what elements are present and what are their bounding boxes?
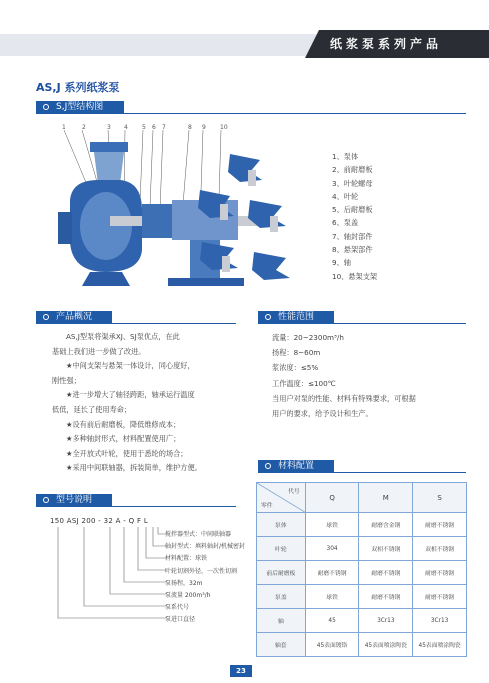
performance-line: 当用户对泵的性能、材料有特殊要求，可根据 xyxy=(272,393,416,403)
circle-bullet-icon xyxy=(265,314,271,320)
section-rule xyxy=(112,506,236,507)
section-header-materials xyxy=(258,460,334,473)
parts-list-item: 3、叶轮螺母 xyxy=(332,178,373,188)
table-cell: 双相不锈钢 xyxy=(413,537,467,561)
header-banner-title: 纸浆泵系列产品 xyxy=(330,37,443,51)
model-label: 泵扬程，32m xyxy=(165,579,203,587)
impeller-images xyxy=(190,150,310,290)
table-cell: 耐磨不锈钢 xyxy=(305,561,359,585)
overview-bullet-cont: 刚性强； xyxy=(52,375,81,385)
parts-list-item: 9、轴 xyxy=(332,258,351,268)
section-header-structure xyxy=(36,101,124,114)
row-header: 叶轮 xyxy=(257,537,306,561)
table-cell: 45表面镀铬 xyxy=(305,633,359,657)
overview-bullet: ★多种轴封形式，材料配置使用广； xyxy=(66,434,181,444)
table-cell: 耐磨不锈钢 xyxy=(359,561,413,585)
model-code: 150 ASJ 200 - 32 A - Q F L xyxy=(50,517,149,525)
table-corner-cell xyxy=(257,483,306,513)
table-cell: 球铁 xyxy=(305,513,359,537)
section-header-performance xyxy=(258,311,334,324)
column-header: S xyxy=(413,483,467,513)
parts-list xyxy=(332,150,377,283)
row-header: 轴套 xyxy=(257,633,306,657)
callout-number: 9 xyxy=(202,124,206,131)
section-title: 型号说明 xyxy=(56,495,93,505)
circle-bullet-icon xyxy=(43,497,49,503)
overview-intro-line: 基础上我们进一步做了改进。 xyxy=(52,346,146,356)
model-label: 材料配置：球铁 xyxy=(165,555,208,563)
performance-line: 工作温度：≤100℃ xyxy=(272,378,336,388)
row-header: 泵体 xyxy=(257,513,306,537)
performance-line: 流量：20~2300m³/h xyxy=(272,333,344,342)
circle-bullet-icon xyxy=(43,104,49,110)
column-header: M xyxy=(359,483,413,513)
model-label: 叶轮切割外径，一次性切割 xyxy=(165,567,238,575)
table-cell: 球铁 xyxy=(305,585,359,609)
overview-bullet: ★全开放式叶轮，使用于悉纶的场合； xyxy=(66,448,188,458)
parts-list-item: 6、泵盖 xyxy=(332,218,359,228)
section-rule xyxy=(112,323,236,324)
callout-number: 7 xyxy=(162,124,166,131)
model-label: 搅拌器型式：中间联轴器 xyxy=(165,531,232,538)
performance-line: 浆浓度：≤5% xyxy=(272,363,319,373)
callout-number: 10 xyxy=(220,124,228,131)
table-row xyxy=(257,633,467,657)
model-label: 泵系代号 xyxy=(165,604,190,612)
overview-bullet: ★中间支架与悬架一体设计，同心度好， xyxy=(66,361,195,371)
section-rule xyxy=(124,113,466,114)
parts-list-item: 10、悬架支架 xyxy=(332,271,378,281)
table-cell: 45 xyxy=(305,609,359,633)
model-labels xyxy=(165,529,245,627)
overview-intro-line: AS,J型泵将渠承XJ、SJ泵优点，在此 xyxy=(66,332,180,341)
parts-list-item: 7、轴封部件 xyxy=(332,231,373,241)
table-cell: 双相不锈钢 xyxy=(359,537,413,561)
table-cell: 耐磨不锈钢 xyxy=(413,561,467,585)
corner-top-label: 代号 xyxy=(288,489,300,495)
model-label: 轴封型式：填料轴封/机械密封 xyxy=(165,543,246,551)
overview-bullet: ★采用中间联轴器，拆装简单，维护方便。 xyxy=(66,463,202,473)
row-header: 轴 xyxy=(257,609,306,633)
model-code-leader-lines xyxy=(50,527,166,637)
table-row xyxy=(257,585,467,609)
table-cell: 耐磨含金钢 xyxy=(359,513,413,537)
overview-bullet: ★进一步增大了轴径跨距，轴承运行温度 xyxy=(66,390,195,400)
section-title: 材料配置 xyxy=(278,461,315,471)
overview-text xyxy=(52,330,252,476)
callout-number: 1 xyxy=(62,124,66,131)
row-header: 泵盖 xyxy=(257,585,306,609)
section-header-overview xyxy=(36,311,112,324)
section-header-model xyxy=(36,494,112,507)
overview-bullet-cont: 低低，延长了使用寿命； xyxy=(52,404,132,414)
circle-bullet-icon xyxy=(43,314,49,320)
table-cell: 45表面喷涂陶瓷 xyxy=(359,633,413,657)
page-number: 23 xyxy=(230,665,252,677)
table-cell: 3Cr13 xyxy=(359,609,413,633)
corner-bottom-label: 零件 xyxy=(261,503,273,509)
section-rule xyxy=(334,323,466,324)
section-rule xyxy=(334,472,466,473)
callout-number: 3 xyxy=(107,124,111,131)
callout-number: 8 xyxy=(188,124,192,131)
table-header-row xyxy=(257,483,467,513)
section-title: 性能范围 xyxy=(278,312,315,322)
table-row xyxy=(257,561,467,585)
table-row xyxy=(257,513,467,537)
callout-number: 5 xyxy=(142,124,146,131)
performance-line: 用户的要求，给予设计和生产。 xyxy=(272,409,373,419)
column-header: Q xyxy=(305,483,359,513)
parts-list-item: 4、叶轮 xyxy=(332,191,359,201)
model-label: 泵进口直径 xyxy=(165,616,196,624)
materials-table xyxy=(256,482,467,657)
model-label: 泵流量 200m³/h xyxy=(165,592,211,600)
overview-bullet: ★设有前后耐磨板，降低维修成本； xyxy=(66,419,181,429)
table-cell: 耐磨不锈钢 xyxy=(413,513,467,537)
callout-number: 2 xyxy=(82,124,86,131)
section-title: 产品概况 xyxy=(56,312,93,322)
table-cell: 3Cr13 xyxy=(413,609,467,633)
table-row xyxy=(257,537,467,561)
parts-list-item: 5、后耐磨板 xyxy=(332,205,373,215)
parts-list-item: 8、悬架部件 xyxy=(332,245,373,255)
row-header: 前后耐磨板 xyxy=(257,561,306,585)
performance-text xyxy=(272,330,472,421)
table-row xyxy=(257,609,467,633)
circle-bullet-icon xyxy=(265,463,271,469)
table-cell: 304 xyxy=(305,537,359,561)
table-cell: 耐磨不锈钢 xyxy=(359,585,413,609)
parts-list-item: 2、前耐磨板 xyxy=(332,165,373,175)
callout-number: 4 xyxy=(124,124,128,131)
parts-list-item: 1、泵体 xyxy=(332,152,359,161)
page-title: AS,J 系列纸浆泵 xyxy=(36,81,120,94)
callout-number: 6 xyxy=(152,124,156,131)
section-title: S,J型结构图 xyxy=(56,102,104,112)
table-cell: 45表面喷涂陶瓷 xyxy=(413,633,467,657)
table-cell: 耐磨不锈钢 xyxy=(413,585,467,609)
performance-line: 扬程：8~60m xyxy=(272,348,321,358)
